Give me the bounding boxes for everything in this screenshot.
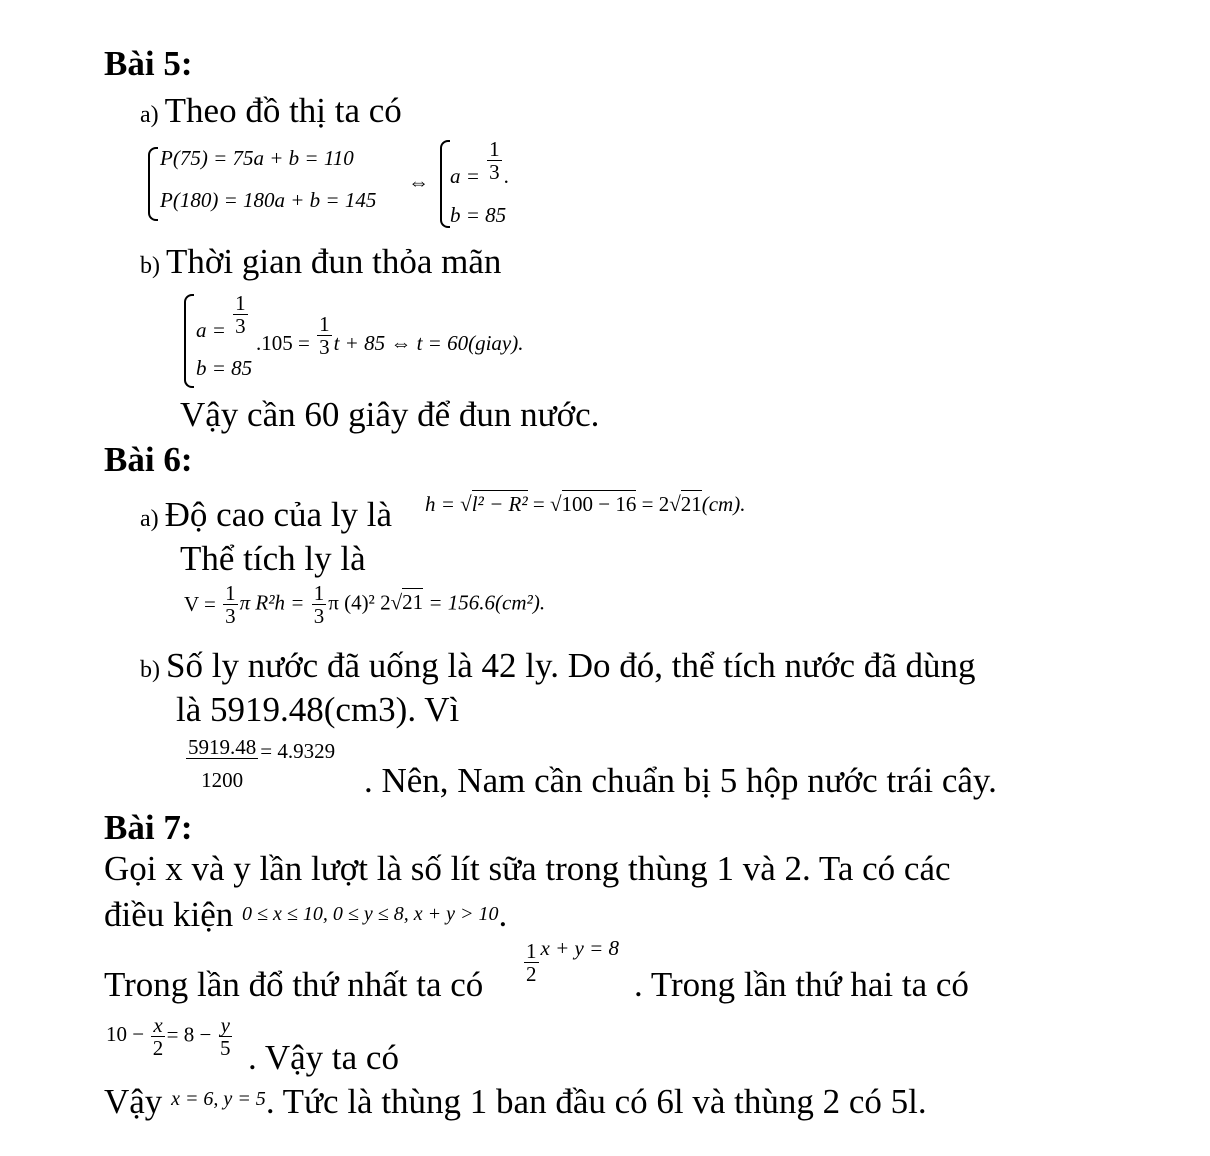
- equation-part: = 8 −: [166, 1022, 212, 1047]
- radicand: 100 − 16: [561, 492, 637, 516]
- denominator: 2: [152, 1036, 164, 1061]
- formula-part: = √: [527, 492, 562, 516]
- first-pour-equation: [522, 936, 619, 987]
- fraction-one-half: [524, 940, 539, 985]
- bai6-part-a: [140, 497, 392, 532]
- bai5-part-b: [140, 244, 501, 279]
- bai6-part-b-line2: là 5919.48(cm3). Vì: [176, 690, 460, 729]
- system-b-value: b = 85: [196, 356, 253, 380]
- numerator: 1: [489, 137, 500, 161]
- var-a: a =: [196, 318, 226, 343]
- part-text: Thời gian đun thỏa mãn: [166, 242, 502, 281]
- time-equation: [256, 313, 524, 358]
- numerator: 1: [225, 581, 236, 605]
- height-formula: [425, 494, 745, 515]
- volume-label: Thể tích ly là: [180, 539, 366, 578]
- denominator: 3: [489, 160, 500, 185]
- numerator: x: [153, 1013, 163, 1037]
- fraction-one-third: [312, 582, 327, 627]
- numerator: 1: [319, 312, 330, 336]
- fraction-y-over-5: [219, 1014, 232, 1059]
- denominator: 3: [313, 604, 325, 629]
- period: .: [503, 164, 509, 189]
- fraction-one-third: [487, 138, 502, 183]
- equation-part: t + 85 ⇔ t = 60(giay).: [333, 331, 524, 356]
- cups-fraction: [184, 736, 335, 791]
- equation-part: 10 −: [106, 1022, 145, 1047]
- bai6-heading: Bài 6:: [104, 440, 193, 479]
- conditions-math: 0 ≤ x ≤ 10, 0 ≤ y ≤ 8, x + y > 10: [242, 903, 499, 925]
- system-b-value: b = 85: [450, 203, 507, 227]
- formula-part: π (4)² 2√: [328, 590, 403, 615]
- text-part: Vậy: [104, 1082, 163, 1121]
- radicand: 21: [680, 492, 702, 516]
- bai7-line-5: [104, 1084, 927, 1119]
- denominator: 3: [319, 335, 330, 360]
- system-brace: [440, 140, 450, 228]
- equivalence-symbol: ⇔: [408, 170, 429, 194]
- numerator: 1: [526, 939, 537, 963]
- bai7-line-3-end: . Trong lần thứ hai ta có: [634, 965, 969, 1004]
- second-pour-equation: [106, 1014, 234, 1059]
- bai7-line-3: [104, 967, 483, 1002]
- formula-part: = 156.6(cm²).: [423, 590, 546, 615]
- bai5-conclusion: Vậy cần 60 giây để đun nước.: [180, 395, 600, 434]
- formula-part: (cm).: [701, 492, 746, 516]
- formula-part: h = √: [425, 492, 472, 516]
- var-a: a =: [450, 164, 480, 189]
- system-a-value: [450, 137, 509, 189]
- part-label: a): [140, 102, 159, 128]
- radicand: 21: [402, 590, 424, 615]
- numerator: 1: [313, 581, 325, 605]
- bai7-line-4-end: . Vậy ta có: [248, 1038, 399, 1077]
- formula-part: V =: [184, 592, 216, 617]
- fraction-one-third: [223, 582, 238, 627]
- system-brace: [184, 294, 194, 388]
- fraction-volume-over-capacity: [186, 736, 258, 791]
- system-brace: [148, 147, 158, 221]
- system-a-value: [196, 291, 250, 343]
- volume-formula: [184, 582, 545, 627]
- bai6-conclusion: . Nên, Nam cần chuẩn bị 5 hộp nước trái cây.: [364, 761, 997, 800]
- fraction-one-third: [233, 292, 248, 337]
- part-label: a): [140, 506, 159, 532]
- denominator: 1200: [201, 768, 244, 793]
- denominator: 5: [220, 1036, 231, 1061]
- radicand: l² − R²: [471, 492, 528, 516]
- denominator: 2: [526, 962, 537, 987]
- bai7-line-1: Gọi x và y lần lượt là số lít sữa trong thùng 1 và 2. Ta có các: [104, 849, 951, 888]
- equation-part: x + y = 8: [540, 936, 619, 961]
- denominator: 3: [225, 604, 236, 629]
- fraction-x-over-2: [151, 1014, 164, 1059]
- fraction-result: = 4.9329: [260, 739, 336, 764]
- bai5-part-a: [140, 93, 402, 128]
- part-text: Độ cao của ly là: [164, 495, 393, 534]
- formula-part: π R²h =: [239, 590, 305, 615]
- numerator: y: [220, 1013, 230, 1037]
- text-part: .: [498, 895, 508, 934]
- text-part: . Tức là thùng 1 ban đầu có 6l và thùng 2 có 5l.: [265, 1082, 927, 1121]
- equation-part: .105 =: [256, 331, 310, 356]
- bai7-line-2: [104, 897, 507, 932]
- part-text: Số ly nước đã uống là 42 ly. Do đó, thể tích nước đã dùng: [166, 646, 976, 685]
- part-label: b): [140, 253, 160, 279]
- bai5-heading: Bài 5:: [104, 44, 193, 83]
- part-label: b): [140, 657, 160, 683]
- fraction-one-third: [317, 313, 332, 358]
- numerator: 5919.48: [188, 735, 257, 759]
- text-part: Trong lần đổ thứ nhất ta có: [104, 965, 484, 1004]
- system-equation-1: P(75) = 75a + b = 110: [160, 146, 354, 170]
- denominator: 3: [235, 314, 246, 339]
- solution-math: x = 6, y = 5: [171, 1088, 266, 1110]
- part-text: Theo đồ thị ta có: [164, 91, 402, 130]
- text-part: điều kiện: [104, 895, 234, 934]
- formula-part: = 2√: [636, 492, 681, 516]
- numerator: 1: [235, 291, 246, 315]
- bai7-heading: Bài 7:: [104, 808, 193, 847]
- system-equation-2: P(180) = 180a + b = 145: [160, 188, 377, 212]
- bai6-part-b: [140, 648, 976, 683]
